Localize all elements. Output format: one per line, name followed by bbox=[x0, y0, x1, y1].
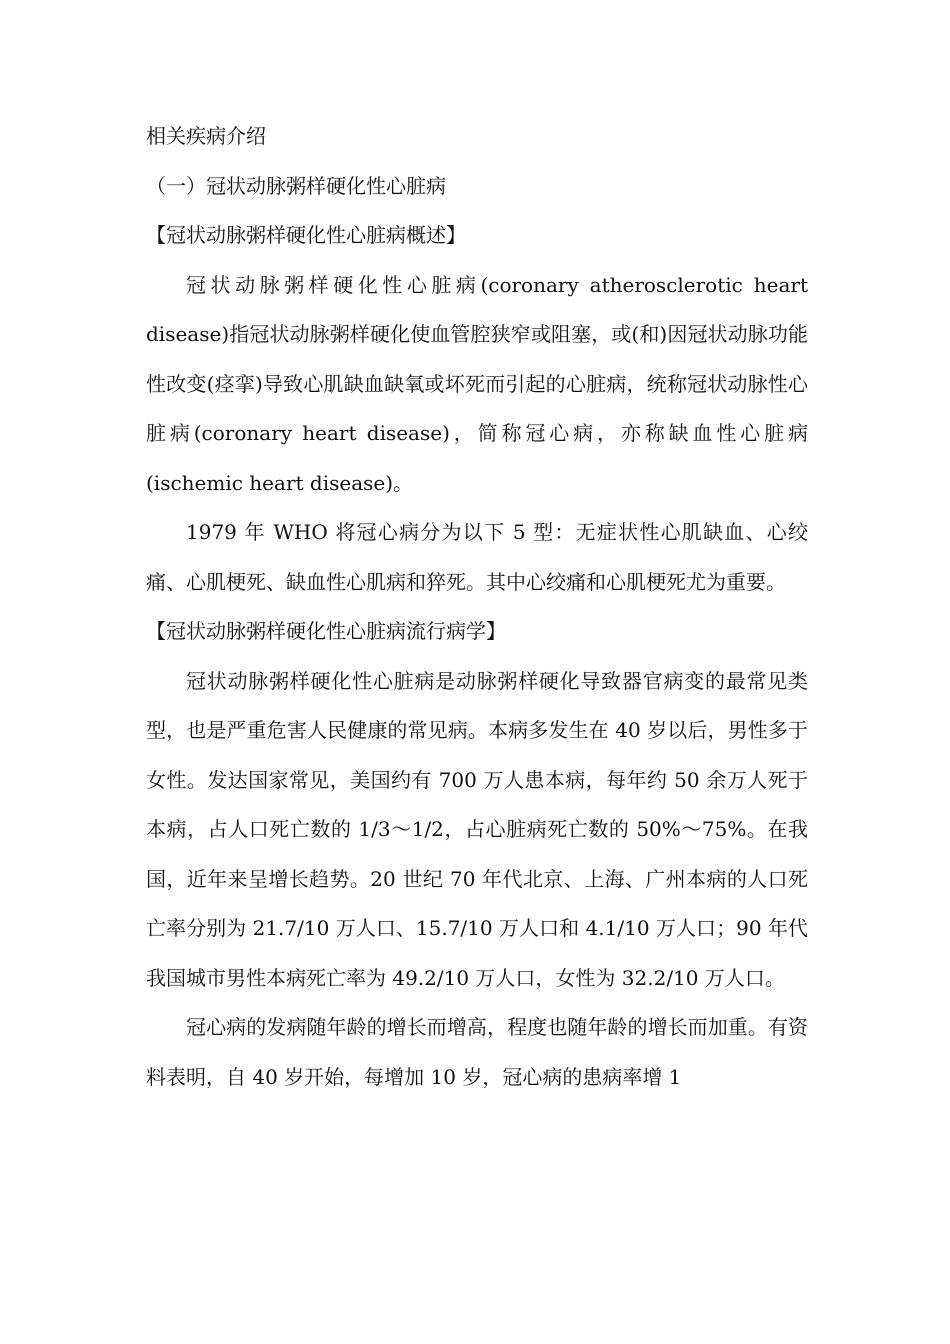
epidemiology-paragraph-1: 冠状动脉粥样硬化性心脏病是动脉粥样硬化导致器官病变的最常见类型，也是严重危害人民健康的常见病。本病多发生在 40 岁以后，男性多于女性。发达国家常见，美国约有 700 万人患本病，每年约 50 余万人死于本病，占人口死亡数的 1/3～1/2，占心脏病死亡数的 50%～75%。在我国，近年来呈增长趋势。20 世纪 70 年代北京、上海、广州本病的人口死亡率分别为 21.7/10 万人口、15.7/10 万人口和 4.1/10 万人口；90 年代我国城市男性本病死亡率为 49.2/10 万人口，女性为 32.2/10 万人口。 bbox=[146, 668, 808, 990]
section-title: （一）冠状动脉粥样硬化性心脏病 bbox=[146, 173, 446, 198]
epidemiology-heading: 【冠状动脉粥样硬化性心脏病流行病学】 bbox=[146, 619, 506, 643]
document-body bbox=[146, 112, 808, 1102]
overview-heading: 【冠状动脉粥样硬化性心脏病概述】 bbox=[146, 223, 466, 247]
overview-paragraph-1: 冠状动脉粥样硬化性心脏病(coronary atherosclerotic heart disease)指冠状动脉粥样硬化使血管腔狭窄或阻塞，或(和)因冠状动脉功能性改变(痉挛)导致心肌缺血缺氧或坏死而引起的心脏病，统称冠状动脉性心脏病(coronary heart disease)，简称冠心病，亦称缺血性心脏病(ischemic heart disease)。 bbox=[146, 272, 808, 495]
epidemiology-paragraph-2: 冠心病的发病随年龄的增长而增高，程度也随年龄的增长而加重。有资料表明，自 40 岁开始，每增加 10 岁，冠心病的患病率增 1 bbox=[146, 1015, 808, 1089]
document-heading: 相关疾病介绍 bbox=[146, 124, 266, 148]
overview-paragraph-2: 1979 年 WHO 将冠心病分为以下 5 型：无症状性心肌缺血、心绞痛、心肌梗死、缺血性心肌病和猝死。其中心绞痛和心肌梗死尤为重要。 bbox=[146, 520, 808, 594]
